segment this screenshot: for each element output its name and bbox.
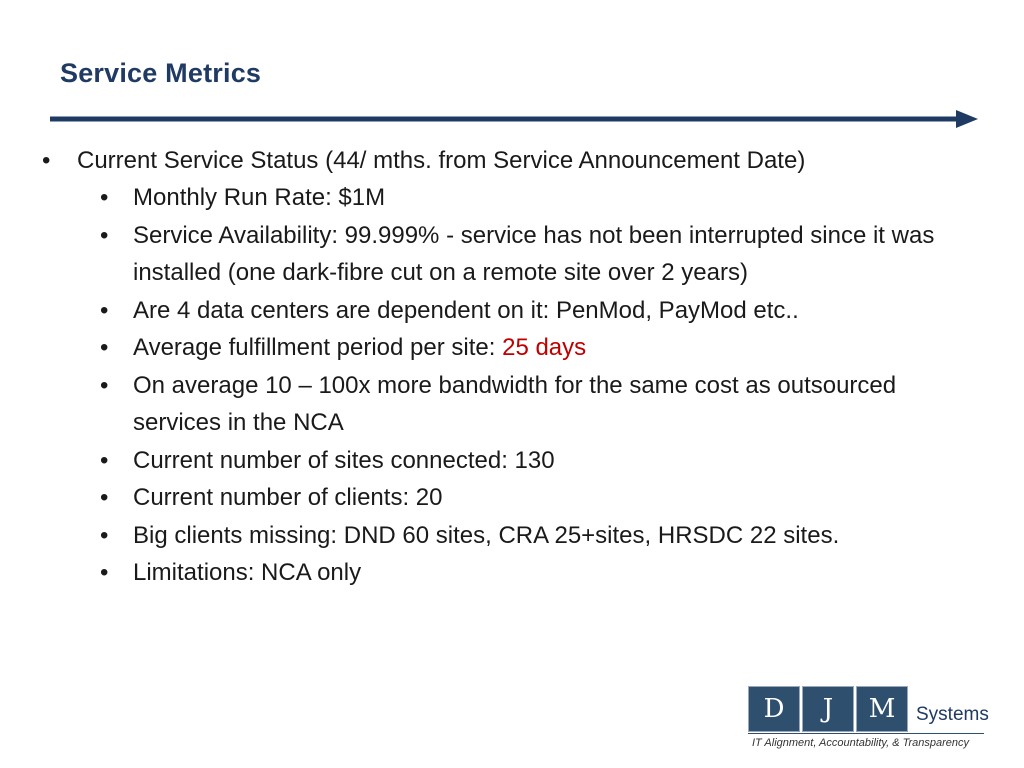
sub-bullet-list (0, 179, 1024, 592)
bullet-glyph: • (100, 446, 109, 474)
bullet-glyph: • (100, 221, 109, 249)
sub-bullet-text: Current number of clients: 20 (133, 484, 443, 511)
arrow-head (956, 110, 978, 128)
logo-divider (748, 733, 984, 734)
logo-word: Systems (916, 704, 989, 725)
sub-bullet-text: Average fulfillment period per site: (133, 334, 503, 361)
logo-letter-j: J (802, 686, 854, 732)
sub-bullet-text: Current number of sites connected: 130 (133, 446, 555, 474)
bullet-glyph: • (42, 147, 51, 174)
sub-bullet-item (0, 554, 1024, 592)
logo-letter-d: D (748, 686, 800, 732)
main-bullet-text: Current Service Status (44/ mths. from Service Announcement Date) (77, 147, 806, 174)
sub-bullet-text: Service Availability: 99.999% - service has not been interrupted since it was installed (one dark-fibre cut on a remote site over 2 years) (133, 221, 935, 286)
company-logo (748, 686, 989, 732)
sub-bullet-text: Are 4 data centers are dependent on it: PenMod, PayMod etc.. (133, 296, 799, 324)
bullet-glyph: • (100, 334, 109, 361)
sub-bullet-text: On average 10 – 100x more bandwidth for the same cost as outsourced services in the NCA (133, 371, 897, 436)
sub-bullet-text: Monthly Run Rate: $1M (133, 184, 386, 211)
bullet-glyph: • (100, 296, 109, 324)
slide-title: Service Metrics (60, 58, 262, 88)
title-arrow-rule (50, 108, 980, 130)
sub-bullet-item (0, 292, 1024, 330)
bullet-glyph: • (100, 484, 109, 511)
bullet-glyph: • (100, 559, 109, 586)
slide-content (0, 142, 1024, 592)
sub-bullet-item (0, 217, 1024, 292)
bullet-glyph: • (100, 521, 109, 549)
sub-bullet-item (0, 367, 1024, 442)
highlight-value: 25 days (502, 334, 587, 361)
sub-bullet-item (0, 179, 1024, 217)
bullet-glyph: • (100, 371, 109, 399)
sub-bullet-item (0, 479, 1024, 517)
sub-bullet-item (0, 517, 1024, 555)
main-bullet-item (0, 142, 1024, 179)
bullet-glyph: • (100, 184, 109, 211)
sub-bullet-item (0, 442, 1024, 480)
logo-tagline: IT Alignment, Accountability, & Transparency (752, 737, 970, 749)
sub-bullet-text: Big clients missing: DND 60 sites, CRA 25+sites, HRSDC 22 sites. (133, 521, 840, 549)
sub-bullet-text: Limitations: NCA only (133, 559, 362, 586)
sub-bullet-item (0, 329, 1024, 367)
logo-letter-m: M (856, 686, 908, 732)
